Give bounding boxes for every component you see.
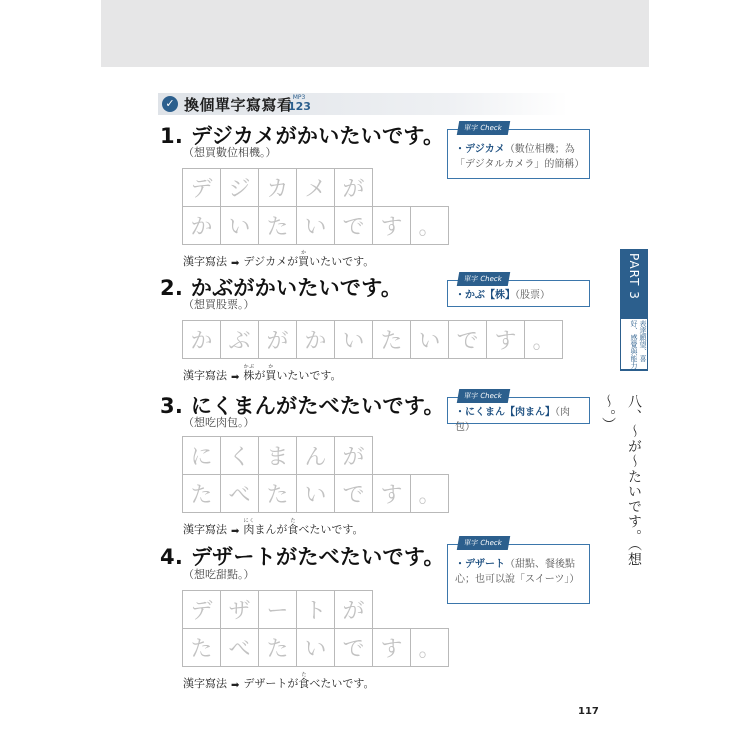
vocab-note: （甜點、餐後點心；也可以說「スイーツ」） <box>455 559 580 585</box>
grid-cell-empty <box>372 590 411 629</box>
kanji-writing-1 <box>183 250 374 269</box>
chapter-title: 八、～が～たいです。（想～。） <box>600 394 642 567</box>
vocab-term: ・にくまん【肉まん】 <box>455 407 555 418</box>
grid-cell[interactable]: た <box>182 474 221 513</box>
vocab-note: （肉包） <box>455 407 570 433</box>
grid-cell[interactable]: か <box>182 320 221 359</box>
furigana: た <box>287 518 299 524</box>
kanji-label: 漢字寫法 <box>183 255 227 268</box>
kana-text: べたいです。 <box>298 523 364 536</box>
grid-cell[interactable]: ー <box>258 590 297 629</box>
section-title: 換個單字寫寫看 <box>184 96 293 114</box>
grid-cell[interactable]: い <box>220 206 259 245</box>
vocab-note: （數位相機；為「デジタルカメラ」的簡稱） <box>455 144 585 170</box>
grid-cell[interactable]: か <box>182 206 221 245</box>
grid-cell-empty <box>410 436 449 475</box>
kanji-with-furigana: 食た <box>287 518 299 536</box>
grid-cell-empty <box>410 590 449 629</box>
vocab-box-3 <box>447 392 590 433</box>
grid-cell[interactable]: べ <box>220 474 259 513</box>
grid-cell[interactable]: で <box>334 474 373 513</box>
grid-cell[interactable]: い <box>296 206 335 245</box>
grid-cell-empty <box>372 436 411 475</box>
exercise-sentence-1: 1. デジカメがかいたいです。 <box>160 124 445 148</box>
grid-cell[interactable]: デ <box>182 590 221 629</box>
exercise-sentence-3: 3. にくまんがたべたいです。 <box>160 394 445 418</box>
grid-cell[interactable]: に <box>182 436 221 475</box>
grid-cell-empty <box>410 168 449 207</box>
kanji-with-furigana: 肉にく <box>243 518 255 536</box>
part-label: PART 3 <box>627 253 641 300</box>
grid-cell[interactable]: 。 <box>410 628 449 667</box>
vocab-box-2 <box>447 275 590 307</box>
grid-cell[interactable]: す <box>372 628 411 667</box>
grid-cell[interactable]: が <box>334 168 373 207</box>
grid-cell[interactable]: ま <box>258 436 297 475</box>
grid-cell[interactable]: カ <box>258 168 297 207</box>
grid-cell[interactable]: 。 <box>410 474 449 513</box>
grid-cell[interactable]: た <box>258 474 297 513</box>
top-gray-band <box>101 0 649 67</box>
writing-grid-3[interactable] <box>182 436 448 512</box>
kana-text: が <box>254 369 266 382</box>
mp3-track-badge[interactable] <box>288 94 310 113</box>
grid-cell[interactable]: す <box>486 320 525 359</box>
grid-cell[interactable]: た <box>258 628 297 667</box>
right-arrow-icon: ➡ <box>231 526 240 537</box>
part-description: 表達願望、喜好、感覺與能力 <box>621 319 647 369</box>
writing-grid-1[interactable] <box>182 168 448 244</box>
grid-cell[interactable]: メ <box>296 168 335 207</box>
vocab-tag: 單字 Check <box>457 536 510 550</box>
grid-cell[interactable]: す <box>372 206 411 245</box>
kanji-with-furigana: 株かぶ <box>243 364 255 382</box>
kanji-with-furigana: 食た <box>298 672 310 690</box>
grid-cell[interactable]: ジ <box>220 168 259 207</box>
grid-cell[interactable]: た <box>372 320 411 359</box>
grid-cell[interactable]: べ <box>220 628 259 667</box>
exercise-translation-3: （想吃肉包。） <box>183 416 255 429</box>
exercise-sentence-4: 4. デザートがたべたいです。 <box>160 545 445 569</box>
grid-cell[interactable]: で <box>334 206 373 245</box>
writing-grid-4[interactable] <box>182 590 448 666</box>
kana-text: いたいです。 <box>276 369 342 382</box>
writing-grid-2[interactable] <box>182 320 562 358</box>
grid-cell[interactable]: 。 <box>410 206 449 245</box>
vocab-box-1 <box>447 124 590 179</box>
grid-cell[interactable]: ん <box>296 436 335 475</box>
kana-text: デジカメが <box>243 255 299 268</box>
grid-cell[interactable]: す <box>372 474 411 513</box>
grid-cell[interactable]: た <box>182 628 221 667</box>
vocab-note: （股票） <box>515 290 550 301</box>
track-number: 123 <box>288 100 311 113</box>
right-arrow-icon: ➡ <box>231 372 240 383</box>
check-circle-icon: ✓ <box>162 96 178 112</box>
vocab-box-4 <box>447 539 590 604</box>
kana-text: まんが <box>254 523 288 536</box>
kanji-label: 漢字寫法 <box>183 677 227 690</box>
grid-cell[interactable]: ぶ <box>220 320 259 359</box>
furigana: かぶ <box>243 364 255 370</box>
grid-cell[interactable]: い <box>410 320 449 359</box>
kanji-with-furigana: 買か <box>265 364 277 382</box>
grid-cell[interactable]: ザ <box>220 590 259 629</box>
furigana: か <box>298 250 310 256</box>
grid-cell[interactable]: が <box>334 590 373 629</box>
kanji-writing-4 <box>183 672 375 691</box>
section-header <box>158 93 568 115</box>
furigana: た <box>298 672 310 678</box>
kana-text: べたいです。 <box>309 677 375 690</box>
grid-cell[interactable]: デ <box>182 168 221 207</box>
furigana: にく <box>243 518 255 524</box>
vocab-tag: 單字 Check <box>457 272 510 286</box>
vocab-term: ・デザート <box>455 559 505 570</box>
mp3-label: MP3 <box>292 94 306 101</box>
exercise-translation-2: （想買股票。） <box>183 298 255 311</box>
right-arrow-icon: ➡ <box>231 258 240 269</box>
grid-cell[interactable]: 。 <box>524 320 563 359</box>
exercise-translation-4: （想吃甜點。） <box>183 568 255 581</box>
furigana: か <box>265 364 277 370</box>
grid-cell[interactable]: か <box>296 320 335 359</box>
kanji-writing-3 <box>183 518 364 537</box>
grid-cell[interactable]: い <box>334 320 373 359</box>
exercise-sentence-2: 2. かぶがかいたいです。 <box>160 276 403 300</box>
kana-text: いたいです。 <box>309 255 375 268</box>
part-tab[interactable] <box>620 249 648 371</box>
grid-cell[interactable]: が <box>258 320 297 359</box>
grid-cell[interactable]: い <box>296 474 335 513</box>
kanji-label: 漢字寫法 <box>183 369 227 382</box>
exercise-translation-1: （想買數位相機。） <box>183 146 277 159</box>
kana-text: デザートが <box>243 677 299 690</box>
page-number: 117 <box>578 706 599 717</box>
right-arrow-icon: ➡ <box>231 680 240 691</box>
vocab-term: ・かぶ【株】 <box>455 290 515 301</box>
kanji-with-furigana: 買か <box>298 250 310 268</box>
grid-cell-empty <box>372 168 411 207</box>
grid-cell[interactable]: が <box>334 436 373 475</box>
kanji-writing-2 <box>183 364 342 383</box>
grid-cell[interactable]: た <box>258 206 297 245</box>
grid-cell[interactable]: く <box>220 436 259 475</box>
kanji-label: 漢字寫法 <box>183 523 227 536</box>
grid-cell[interactable]: ト <box>296 590 335 629</box>
vocab-tag: 單字 Check <box>457 121 510 135</box>
vocab-tag: 單字 Check <box>457 389 510 403</box>
grid-cell[interactable]: で <box>334 628 373 667</box>
grid-cell[interactable]: い <box>296 628 335 667</box>
grid-cell[interactable]: で <box>448 320 487 359</box>
vocab-term: ・デジカメ <box>455 144 505 155</box>
